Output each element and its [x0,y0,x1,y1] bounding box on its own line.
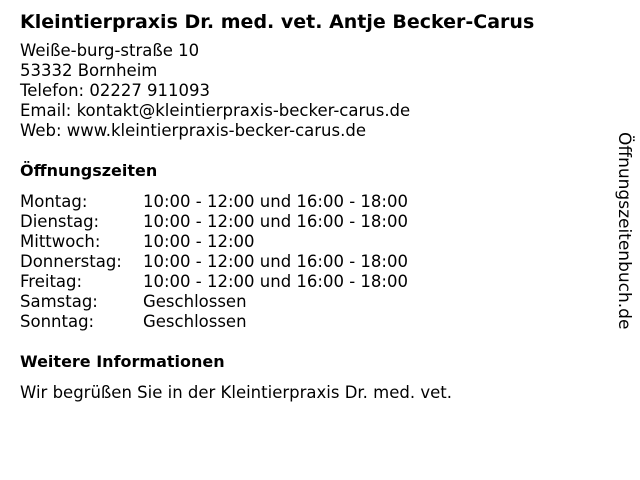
email-address: Email: kontakt@kleintierpraxis-becker-carus.de [20,101,411,120]
phone-number: Telefon: 02227 911093 [20,81,211,100]
hours-row [20,292,408,312]
hours-time: 10:00 - 12:00 [143,232,255,251]
hours-day: Sonntag: [20,312,95,331]
opening-hours-table [20,192,408,332]
business-card [20,10,600,403]
further-info-text: Wir begrüßen Sie in der Kleintierpraxis Dr. med. vet. [20,383,452,402]
hours-row [20,232,408,252]
hours-row [20,212,408,232]
hours-row [20,272,408,292]
opening-hours-heading: Öffnungszeiten [20,161,158,180]
address-block [20,41,600,141]
hours-row [20,252,408,272]
business-name: Kleintierpraxis Dr. med. vet. Antje Becker-Carus [20,11,535,33]
hours-time: Geschlossen [143,292,247,311]
hours-time: Geschlossen [143,312,247,331]
street-address: Weiße-burg-straße 10 [20,41,200,60]
hours-day: Freitag: [20,272,83,291]
further-info-heading: Weitere Informationen [20,352,225,371]
hours-day: Samstag: [20,292,98,311]
hours-time: 10:00 - 12:00 und 16:00 - 18:00 [143,252,408,271]
hours-day: Mittwoch: [20,232,101,251]
hours-day: Donnerstag: [20,252,122,271]
hours-time: 10:00 - 12:00 und 16:00 - 18:00 [143,272,408,291]
watermark-text: Öffnungszeitenbuch.de [614,132,634,330]
hours-day: Dienstag: [20,212,100,231]
hours-time: 10:00 - 12:00 und 16:00 - 18:00 [143,192,408,211]
hours-day: Montag: [20,192,88,211]
website-address: Web: www.kleintierpraxis-becker-carus.de [20,121,366,140]
hours-time: 10:00 - 12:00 und 16:00 - 18:00 [143,212,408,231]
city-address: 53332 Bornheim [20,61,158,80]
hours-row [20,312,408,332]
hours-row [20,192,408,212]
